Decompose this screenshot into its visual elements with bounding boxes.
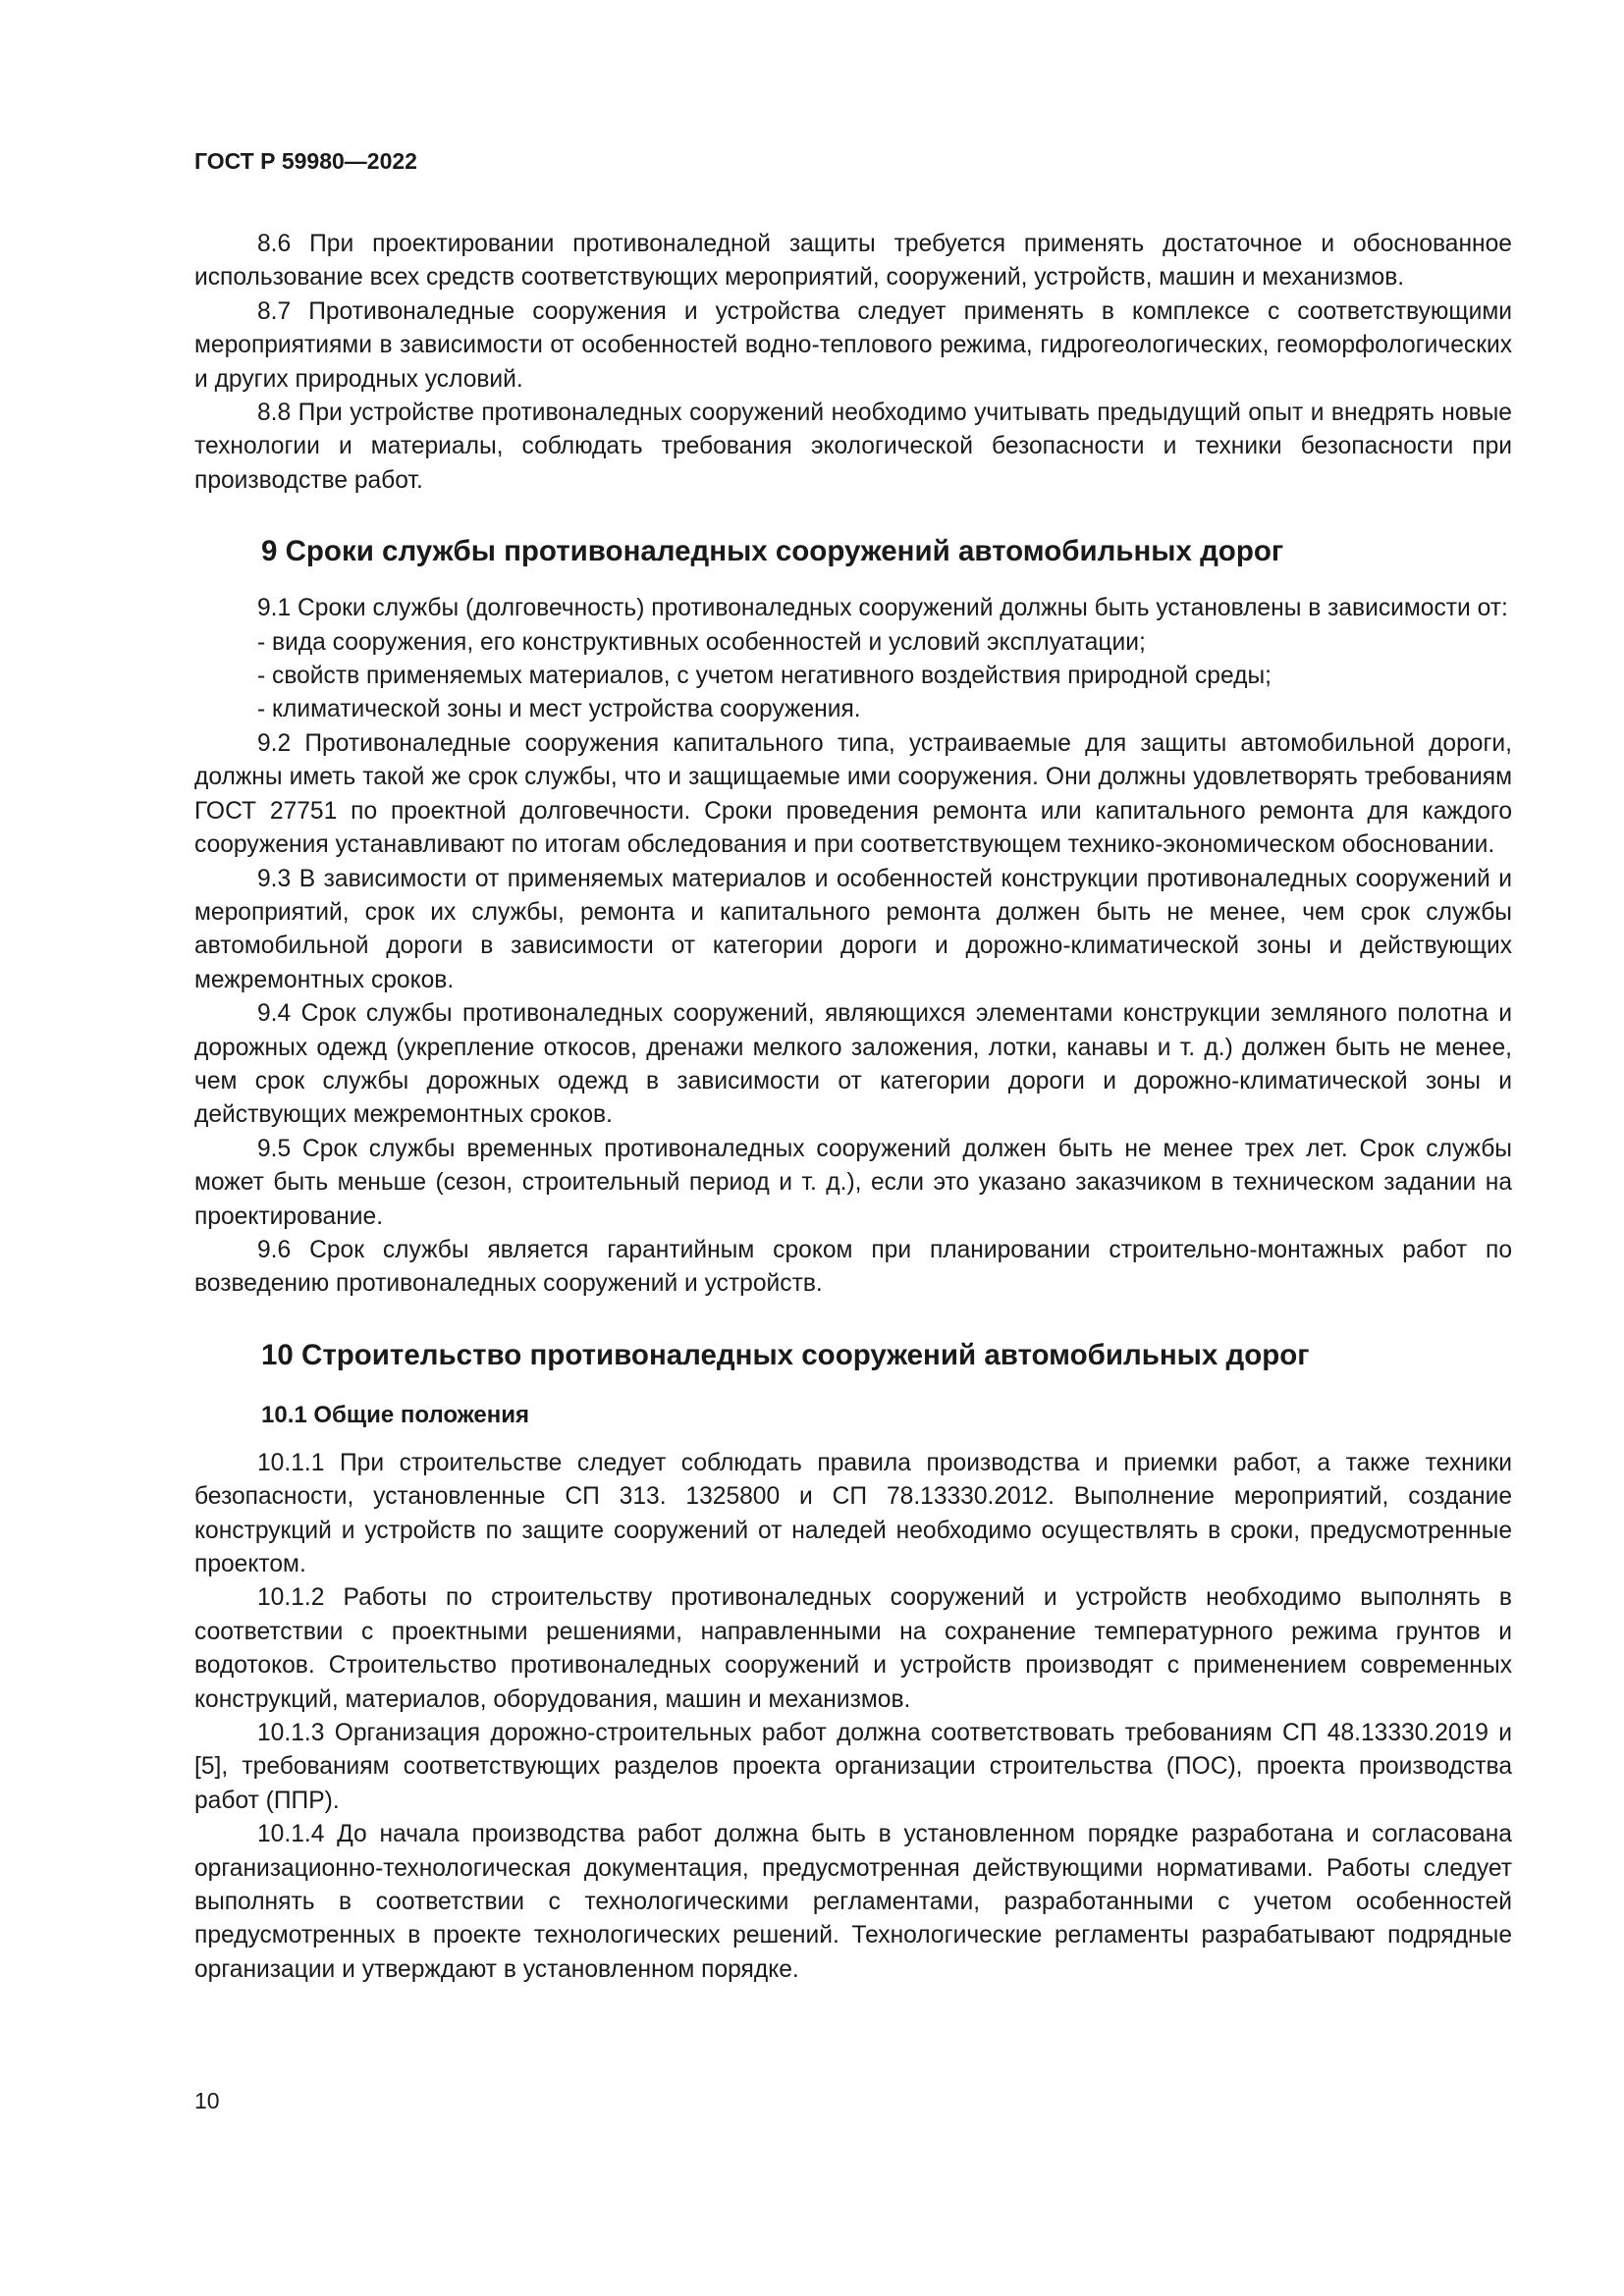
page-number: 10 [194, 2088, 220, 2113]
paragraph-10-1-4: 10.1.4 До начала производства работ должна быть в установленном порядке разработана и согласована организационно-технологическая документация, предусмотренная действующими нормативами. Работы следует выполнять в соответствии с технологическими регламентами, разработанными с учетом особенностей предусмотренных в проекте технологических решений. Технологические регламенты разрабатывают подрядные организации и утверждают в установленном порядке. [194, 1821, 1512, 1983]
paragraph-9-4: 9.4 Срок службы противоналедных сооружений, являющихся элементами конструкции земляного полотна и дорожных одежд (укрепление откосов, дренажи мелкого заложения, лотки, канавы и т. д.) должен быть не менее, чем срок службы дорожных одежд в зависимости от категории дороги и дорожно-климатической зоны и действующих межремонтных сроков. [194, 1000, 1512, 1129]
paragraph-10-1-2: 10.1.2 Работы по строительству противоналедных сооружений и устройств необходимо выполнять в соответствии с проектными решениями, направленными на сохранение температурного режима грунтов и водотоков. Строительство противоналедных сооружений и устройств производят с применением современных конструкций, материалов, оборудования, машин и механизмов. [194, 1584, 1512, 1713]
paragraph-9-6: 9.6 Срок службы является гарантийным сроком при планировании строительно-монтажных работ по возведению противоналедных сооружений и устройств. [194, 1236, 1512, 1298]
document-code-header: ГОСТ Р 59980—2022 [194, 148, 417, 174]
paragraph-9-1: 9.1 Сроки службы (долговечность) противоналедных сооружений должны быть установлены в зависимости от: [257, 595, 1508, 622]
paragraph-9-2: 9.2 Противоналедные сооружения капитального типа, устраиваемые для защиты автомобильной дороги, должны иметь такой же срок службы, что и защищаемые ими сооружения. Они должны удовлетворять требованиям ГОСТ 27751 по проектной долговечности. Сроки проведения ремонта или капитального ремонта для каждого сооружения устанавливают по итогам обследования и при соответствующем технико-экономическом обосновании. [194, 729, 1512, 859]
section-10-heading: 10 Строительство противоналедных сооружений автомобильных дорог [261, 1338, 1310, 1371]
paragraph-10-1-1: 10.1.1 При строительстве следует соблюдать правила производства и приемки работ, а также техники безопасности, установленные СП 313. 1325800 и СП 78.13330.2012. Выполнение мероприятий, создание конструкций и устройств по защите сооружений от наледей необходимо осуществлять в сроки, предусмотренные проектом. [194, 1449, 1512, 1577]
paragraph-9-5: 9.5 Срок службы временных противоналедных сооружений должен быть не менее трех лет. Срок службы может быть меньше (сезон, строительный период и т. д.), если это указано заказчиком в техническом задании на проектирование. [194, 1135, 1512, 1230]
list-item: - климатической зоны и мест устройства сооружения. [257, 696, 861, 723]
list-item: - вида сооружения, его конструктивных особенностей и условий эксплуатации; [257, 628, 1146, 656]
subsection-10-1-heading: 10.1 Общие положения [261, 1401, 530, 1428]
paragraph-8-8: 8.8 При устройстве противоналедных сооружений необходимо учитывать предыдущий опыт и внедрять новые технологии и материалы, соблюдать требования экологической безопасности и техники безопасности при производстве работ. [194, 400, 1512, 494]
paragraph-8-6: 8.6 При проектировании противоналедной защиты требуется применять достаточное и обоснованное использование всех средств соответствующих мероприятий, сооружений, устройств, машин и механизмов. [194, 231, 1512, 292]
list-item: - свойств применяемых материалов, с учетом негативного воздействия природной среды; [257, 663, 1272, 690]
paragraph-10-1-3: 10.1.3 Организация дорожно-строительных работ должна соответствовать требованиям СП 48.13330.2019 и [5], требованиям соответствующих разделов проекта организации строительства (ПОС), проекта производства работ (ППР). [194, 1720, 1512, 1814]
paragraph-8-7: 8.7 Противоналедные сооружения и устройства следует применять в комплексе с соответствующими мероприятиями в зависимости от особенностей водно-теплового режима, гидрогеологических, геоморфологических и других природных условий. [194, 297, 1512, 393]
section-9-heading: 9 Сроки службы противоналедных сооружений автомобильных дорог [261, 535, 1284, 568]
paragraph-9-3: 9.3 В зависимости от применяемых материалов и особенностей конструкции противоналедных сооружений и мероприятий, срок их службы, ремонта и капитального ремонта должен быть не менее, чем срок службы автомобильной дороги в зависимости от категории дороги и дорожно-климатической зоны и действующих межремонтных сроков. [194, 865, 1512, 993]
document-page [194, 147, 1512, 1987]
